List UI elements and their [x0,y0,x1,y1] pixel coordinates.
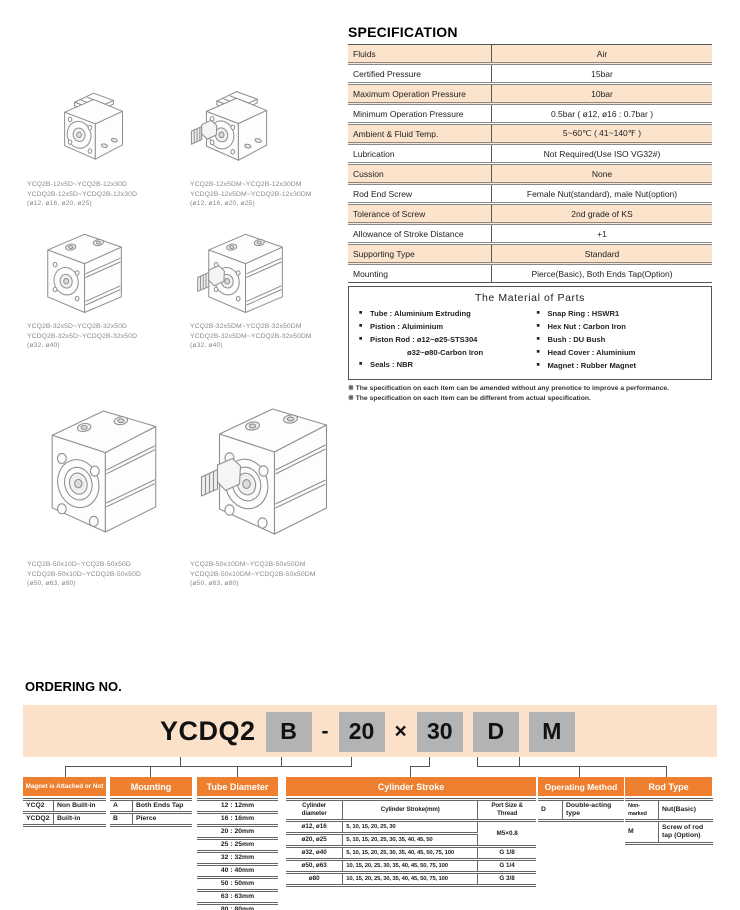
caption-line: YCQ2B-50x10DM~YCQ2B-50x50DM [190,561,306,568]
caption-line: (ø32, ø40) [190,342,223,350]
material-item: ■ Piston Rod : ø12~ø25-STS304 [359,334,478,344]
square-bullet-icon: ■ [536,322,540,329]
spec-value: +1 [597,228,607,239]
value-cell: Double-acting type [566,802,612,817]
value-cell: 25 : 25mm [220,841,255,848]
cylinder-stroke-table [286,798,536,887]
spec-value: 10bar [591,88,613,99]
operating-method-table [538,798,624,822]
code-cell: M [625,821,659,844]
product-caption [190,322,312,351]
code-cell: B [110,813,133,826]
code-cell: D [538,800,563,821]
diameter-cell: ø12, ø16 [286,821,343,834]
product-figure-32-rod [184,226,308,318]
value-cell: 12 : 12mm [220,802,255,809]
material-of-parts-box [348,286,712,380]
product-figure-12-rod [182,86,292,180]
code-box-rodtype: M [529,712,575,752]
magnet-table [23,798,106,827]
diameter-cell: ø20, ø25 [286,834,343,847]
connector-line [180,757,181,766]
column-header: Cylinder Stroke(mm) [343,800,478,821]
caption-line: YCDQ2B-12x5DM~YCDQ2B-12x30DM [190,190,312,198]
spec-value: Standard [584,248,620,259]
material-item: ■ Seals : NBR [359,360,414,370]
spec-label: Ambient & Fluid Temp. [348,124,492,144]
code-box-operating: D [473,712,519,752]
connector-line [519,757,520,766]
header-mounting: Mounting [110,777,192,796]
header-tube-diameter: Tube Diameter [197,777,278,796]
spec-label: Mounting [348,264,492,283]
product-figure-12-basic [42,86,146,180]
product-figure-50-rod [194,392,350,552]
specification-title: SPECIFICATION [348,24,458,40]
material-item: ø32~ø80-Carbon Iron [359,348,536,357]
tube-diameter-table [197,798,278,910]
material-item: ■ Head Cover : Aluminium [536,347,636,357]
material-title: The Material of Parts [474,292,586,304]
connector-line [477,757,478,766]
caption-line: (ø12, ø16, ø20, ø25) [190,200,255,208]
value-cell: Pierce [136,815,157,822]
connector-line [281,757,282,766]
caption-line: YCQ2B-32x5DM~YCQ2B-32x50DM [190,323,302,330]
product-caption [190,560,315,589]
spec-label: Allowance of Stroke Distance [348,224,492,244]
footnote: ※ The specification on each item can be different from actual specification. [348,395,591,402]
ordering-code [160,711,575,752]
specification-table [348,44,712,283]
spec-value: Not Required(Use ISO VG32#) [543,148,661,159]
material-item: ■ Pistion : Aluiminium [359,321,444,331]
value-cell: Built-in [57,815,81,822]
diameter-cell: ø50, ø63 [286,860,343,873]
square-bullet-icon: ■ [359,361,363,368]
caption-line: YCDQ2B-12x5D~YCDQ2B-12x30D [27,190,138,198]
caption-line: (ø12, ø16, ø20, ø25) [27,200,92,208]
value-cell: 80 : 80mm [220,906,255,910]
code-box-diameter: 20 [339,712,385,752]
diameter-cell: ø80 [286,873,343,886]
material-item: ■ Hex Nut : Carbon Iron [536,321,626,331]
material-item: ■ Tube : Aluminium Extruding [359,309,471,318]
code-box-mounting: B [266,712,312,752]
square-bullet-icon [359,348,370,357]
square-bullet-icon: ■ [359,310,363,316]
caption-line: YCQ2B-50x10D~YCQ2B-50x50D [27,561,131,568]
product-caption [27,560,141,589]
product-caption [27,180,137,209]
product-figure-50-basic [28,392,178,552]
spec-value: Air [596,48,608,59]
code-prefix: YCDQ2 [160,716,256,746]
header-cylinder-stroke: Cylinder Stroke [286,777,536,796]
stroke-cell: 10, 15, 20, 25, 30, 35, 40, 45, 50, 75, 100 [343,873,478,886]
diameter-cell: ø32, ø40 [286,847,343,860]
port-cell: G 1/8 [499,849,515,856]
spec-value: 2nd grade of KS [571,208,633,219]
stroke-cell: 10, 15, 20, 25, 30, 35, 40, 45, 50, 75, 100 [343,860,478,873]
product-caption [27,322,137,351]
code-cell: Non-marked [625,800,659,821]
connector-line [351,757,352,766]
spec-label: Certified Pressure [348,64,492,84]
caption-line: (ø32, ø40) [27,342,60,350]
product-figure-32-basic [26,226,144,318]
spec-label: Tolerance of Screw [348,204,492,224]
spec-label: Minimum Operation Pressure [348,104,492,124]
spec-value: 15bar [591,68,613,79]
stroke-cell: 5, 10, 15, 20, 25, 30, 35, 40, 45, 50 [343,834,478,847]
square-bullet-icon: ■ [359,322,363,329]
spec-label: Lubrication [348,144,492,164]
connector-line [429,757,430,766]
value-cell: 16 : 16mm [220,815,255,822]
spec-value: Pierce(Basic), Both Ends Tap(Option) [531,268,673,279]
code-cell: YCQ2 [23,800,54,813]
spec-label: Rod End Screw [348,184,492,204]
spec-value: 0.5bar ( ø12, ø16 : 0.7bar ) [550,108,654,119]
ordering-no-title: ORDERING NO. [25,679,122,694]
material-item: ■ Magnet : Rubber Magnet [536,360,637,370]
value-cell: 50 : 50mm [220,880,255,887]
material-item: ■ Snap Ring : HSWR1 [536,309,620,318]
value-cell: 40 : 40mm [220,867,255,874]
spec-label: Supporting Type [348,244,492,264]
square-bullet-icon: ■ [536,348,540,355]
square-bullet-icon: ■ [536,335,540,342]
square-bullet-icon: ■ [536,361,540,368]
column-header: Cylinder diameter [286,800,343,821]
stroke-cell: 5, 10, 15, 20, 25, 30, 35, 40, 45, 50, 75, 100 [343,847,478,860]
code-cell: A [110,800,133,813]
material-left-column [359,309,536,373]
column-header: Port Size & Thread [491,802,523,817]
square-bullet-icon: ■ [536,310,540,316]
stroke-cell: 5, 10, 15, 20, 25, 30 [343,821,478,834]
value-cell: Screw of rod tap (Option) [662,823,704,839]
header-rod-type: Rod Type [625,777,712,796]
spec-label: Maximum Operation Pressure [348,84,492,104]
value-cell: Nut(Basic) [662,806,696,813]
rod-type-table [625,798,713,845]
spec-label: Cussion [348,164,492,184]
code-hyphen: - [321,719,329,743]
caption-line: YCDQ2B-50x10DM~YCDQ2B-50x50DM [190,570,316,578]
caption-line: YCQ2B-12x5D~YCQ2B-12x30D [27,181,128,188]
value-cell: 20 : 20mm [220,828,255,835]
header-operating-method: Operating Method [538,777,624,796]
spec-value: 5~60℃ ( 41~140℉ ) [562,128,642,138]
port-cell: G 3/8 [499,875,515,882]
code-box-stroke: 30 [417,712,463,752]
footnote: ※ The specification on each item can be amended without any prenotice to improve a performance. [348,385,670,392]
value-cell: 32 : 32mm [220,854,255,861]
value-cell: 63 : 63mm [220,893,255,900]
caption-line: YCDQ2B-50x10D~YCDQ2B-50x50D [27,570,141,578]
material-item: ■ Bush : DU Bush [536,334,606,344]
square-bullet-icon: ■ [359,335,363,342]
code-multiply: × [394,719,407,743]
value-cell: Non Built-in [57,802,96,809]
spec-value: None [591,168,613,179]
caption-line: YCQ2B-12x5DM~YCQ2B-12x30DM [190,181,302,188]
header-magnet-attached: Magnet is Attached or Not [23,777,106,796]
caption-line: YCDQ2B-32x5D~YCDQ2B-32x50D [27,332,138,340]
caption-line: (ø50, ø63, ø80) [27,580,76,588]
port-cell: G 1/4 [499,862,515,869]
spec-label: Fluids [348,45,492,64]
value-cell: Both Ends Tap [136,802,184,809]
caption-line: YCDQ2B-32x5DM~YCDQ2B-32x50DM [190,332,312,340]
port-cell: M5×0.8 [478,821,536,847]
code-cell: YCDQ2 [23,813,54,826]
product-caption [190,180,312,209]
material-right-column [536,309,707,373]
mounting-table [110,798,192,827]
caption-line: (ø50, ø63, ø80) [190,580,239,588]
spec-value: Female Nut(standard), male Nut(option) [526,188,678,199]
caption-line: YCQ2B-32x5D~YCQ2B-32x50D [27,323,128,330]
